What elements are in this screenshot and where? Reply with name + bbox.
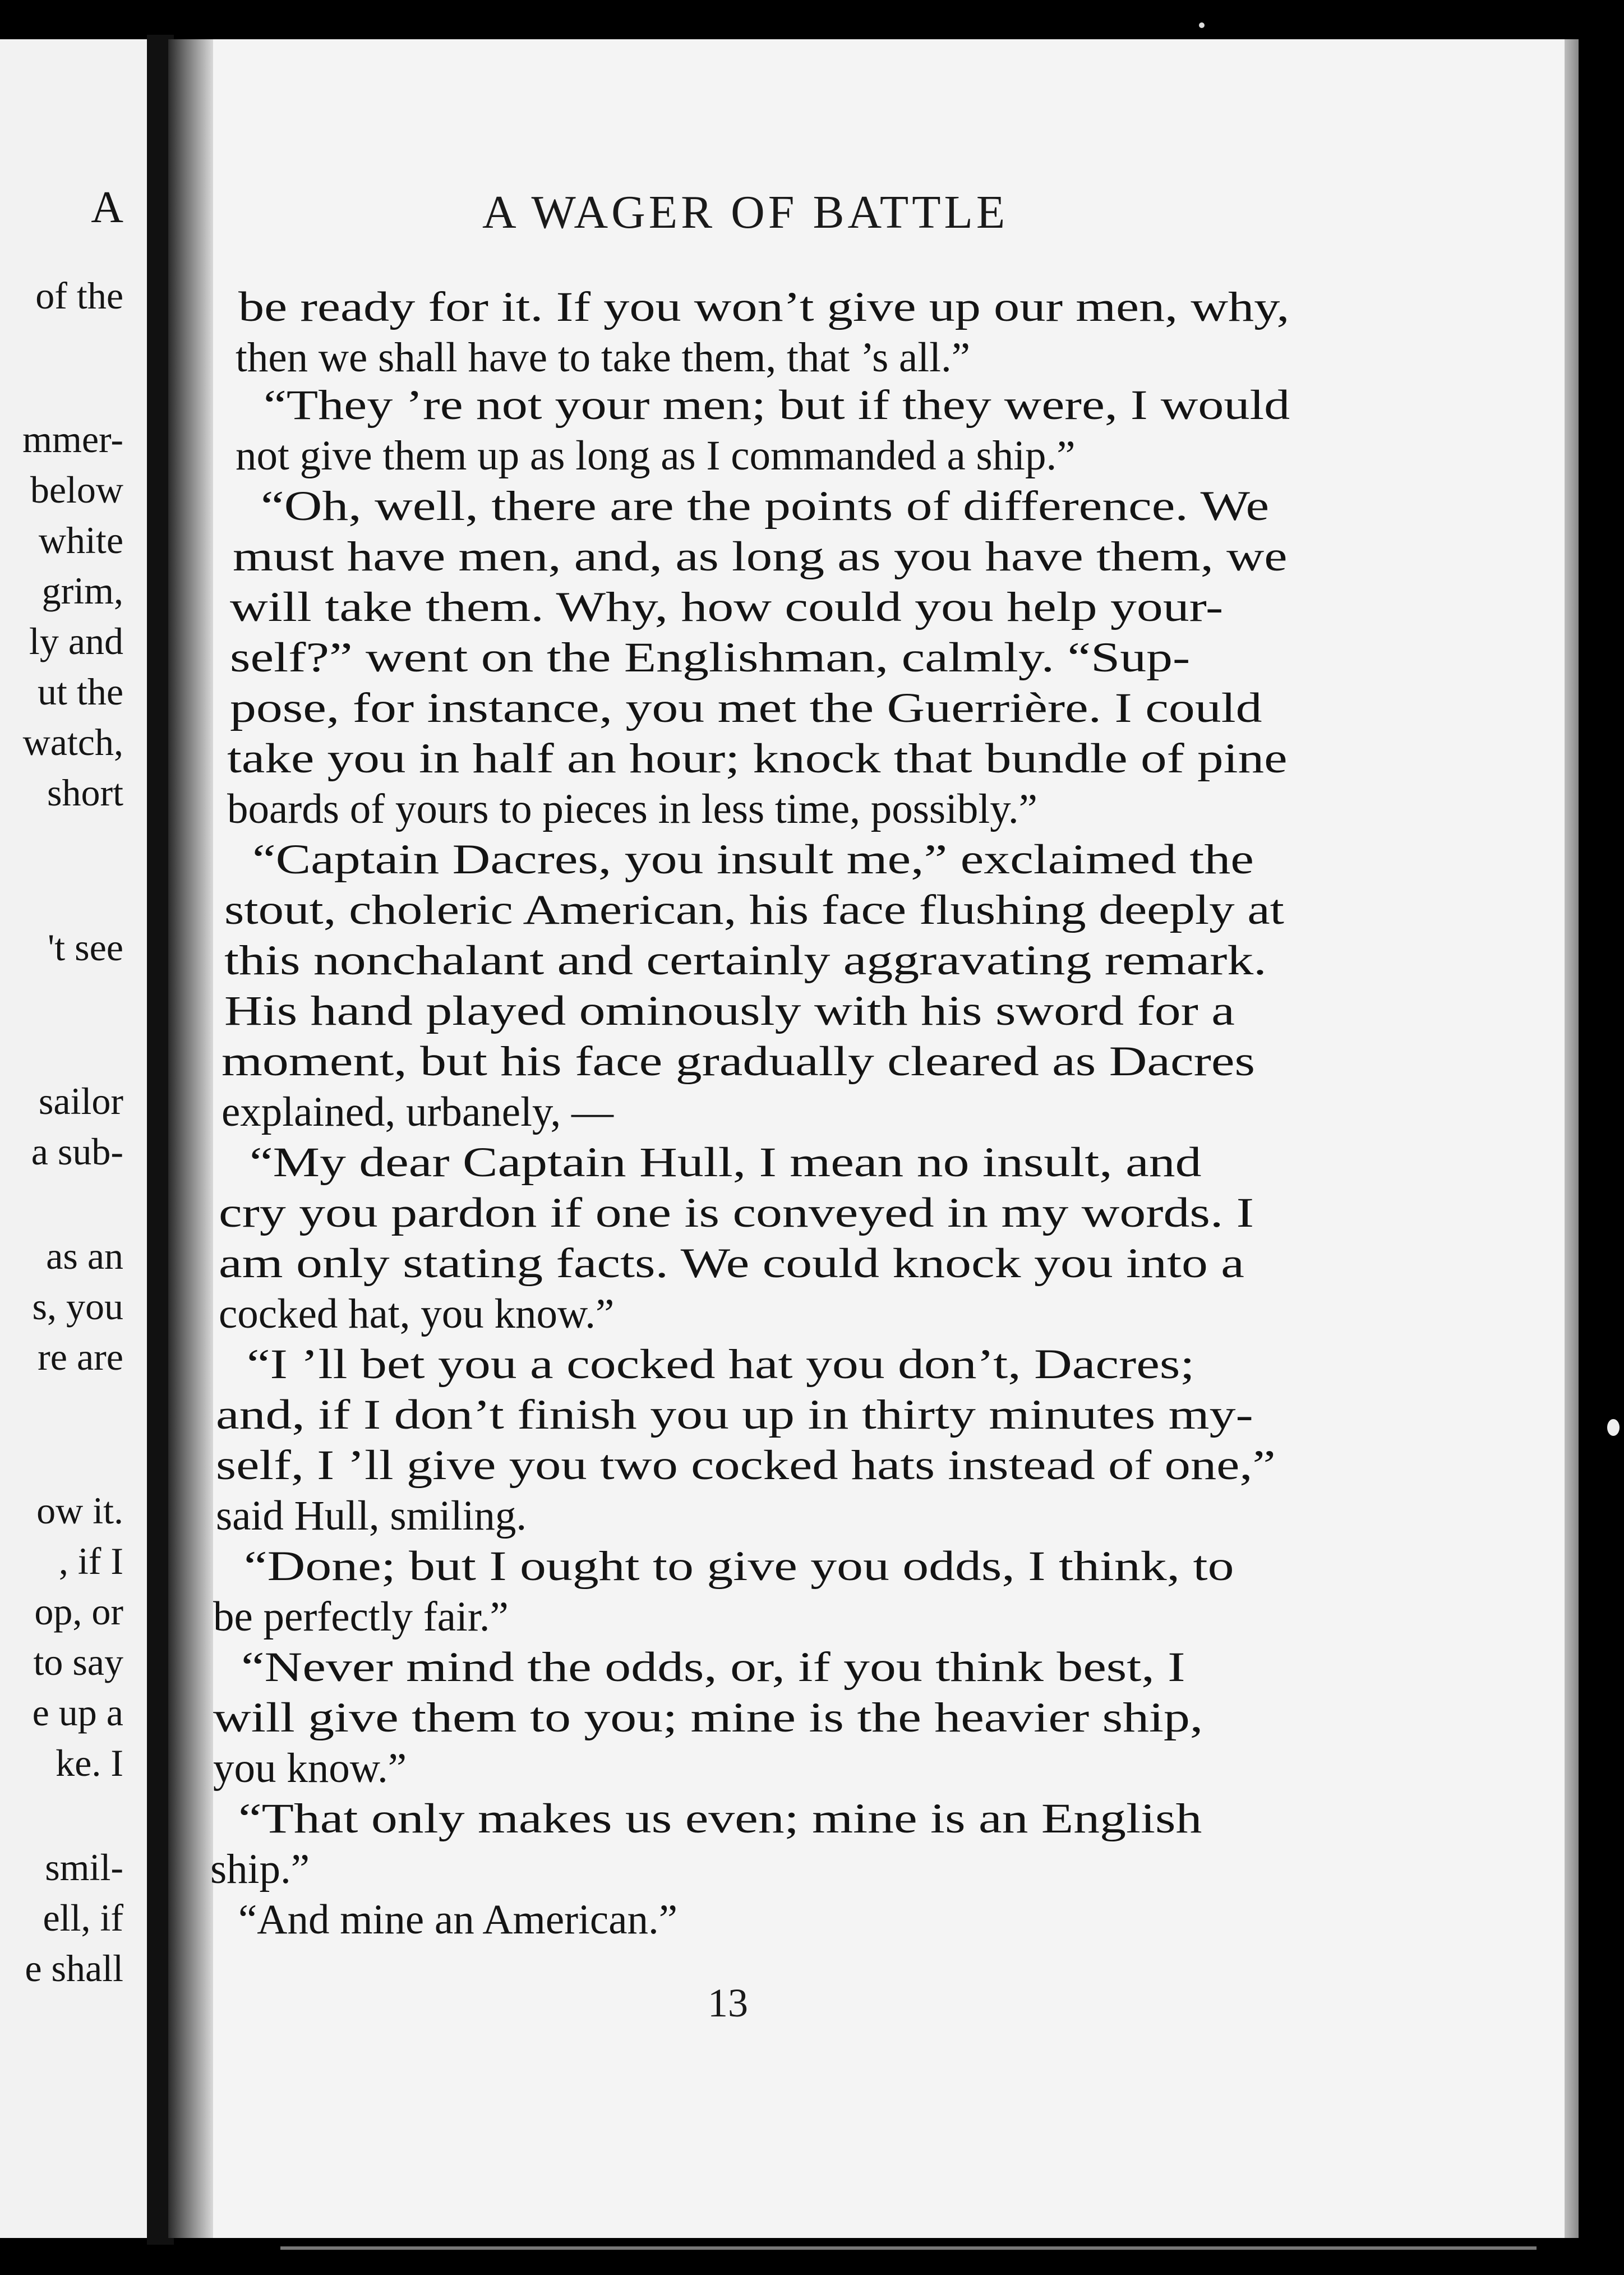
text-line: will give them to you; mine is the heavier ship,: [213, 1694, 1203, 1741]
text-line: said Hull, smiling.: [216, 1493, 527, 1539]
left-line: to say: [33, 1641, 123, 1683]
left-line: ell, if: [43, 1896, 123, 1939]
left-line: mmer-: [22, 418, 123, 460]
left-line: e up a: [32, 1691, 123, 1734]
text-line: moment, but his face gradually cleared as Dacres: [222, 1038, 1255, 1085]
left-line: short: [47, 771, 123, 814]
left-line: , if I: [58, 1540, 123, 1582]
scan-speck: [1607, 1419, 1620, 1436]
text-line: cocked hat, you know.”: [219, 1291, 615, 1337]
left-line: of the: [35, 274, 123, 317]
left-line: a sub-: [31, 1130, 123, 1173]
text-line: must have men, and, as long as you have them, we: [233, 533, 1288, 580]
scan-bottom-border: [185, 2238, 1581, 2275]
text-line: “Oh, well, there are the points of difference. We: [261, 483, 1270, 529]
left-line: op, or: [34, 1590, 123, 1633]
scan-speck: [1199, 22, 1205, 28]
text-line: you know.”: [213, 1745, 407, 1792]
text-line: ship.”: [210, 1846, 310, 1892]
left-line: ut the: [38, 670, 123, 713]
page-edge: [1565, 39, 1579, 2238]
text-line: “And mine an American.”: [238, 1896, 678, 1943]
left-line: ly and: [29, 620, 123, 662]
text-line: His hand played ominously with his sword for a: [224, 988, 1235, 1034]
left-line: ke. I: [56, 1742, 123, 1784]
left-line: smil-: [45, 1846, 123, 1889]
left-line: sailor: [38, 1080, 123, 1122]
text-line: am only stating facts. We could knock you into a: [219, 1240, 1244, 1287]
text-line: self?” went on the Englishman, calmly. “Sup-: [230, 634, 1191, 681]
scan-bottom-line: [280, 2246, 1537, 2250]
left-line: ow it.: [36, 1489, 123, 1532]
gutter-shadow: [168, 39, 213, 2238]
left-line: white: [38, 519, 123, 561]
text-line: “That only makes us even; mine is an English: [238, 1795, 1202, 1842]
left-line: 't see: [48, 926, 123, 969]
text-line: stout, choleric American, his face flushing deeply at: [224, 887, 1284, 933]
text-line: “Never mind the odds, or, if you think best, I: [241, 1644, 1185, 1691]
left-line: grim,: [41, 569, 123, 612]
left-facing-page: [0, 39, 147, 2238]
left-line: e shall: [25, 1947, 123, 1990]
left-line: re are: [38, 1335, 123, 1378]
left-line: below: [30, 468, 123, 511]
text-line: explained, urbanely, —: [222, 1089, 614, 1135]
text-line: “Captain Dacres, you insult me,” exclaimed the: [252, 836, 1254, 883]
text-line: cry you pardon if one is conveyed in my words. I: [219, 1190, 1254, 1236]
left-line: s, you: [32, 1285, 123, 1328]
text-line: not give them up as long as I commanded a ship.”: [236, 432, 1076, 479]
running-head: A WAGER OF BATTLE: [482, 186, 1009, 238]
page-number: 13: [708, 1981, 748, 2025]
text-line: pose, for instance, you met the Guerrière. I could: [230, 685, 1262, 731]
left-page-header-fragment: A: [91, 183, 123, 232]
text-line: be perfectly fair.”: [213, 1594, 509, 1640]
text-line: “I ’ll bet you a cocked hat you don’t, Dacres;: [247, 1341, 1195, 1388]
text-line: “My dear Captain Hull, I mean no insult, and: [250, 1139, 1202, 1186]
left-line: as an: [46, 1235, 123, 1277]
text-line: take you in half an hour; knock that bundle of pine: [227, 735, 1288, 782]
text-line: be ready for it. If you won’t give up our men, why,: [238, 284, 1290, 330]
text-line: this nonchalant and certainly aggravating remark.: [224, 937, 1267, 984]
text-line: then we shall have to take them, that ’s all.”: [236, 334, 971, 381]
text-line: and, if I don’t finish you up in thirty minutes my-: [216, 1392, 1253, 1438]
text-line: “They ’re not your men; but if they were, I would: [264, 382, 1290, 429]
text-line: “Done; but I ought to give you odds, I think, to: [244, 1543, 1234, 1590]
text-line: will take them. Why, how could you help your-: [230, 584, 1224, 630]
text-line: self, I ’ll give you two cocked hats instead of one,”: [216, 1442, 1276, 1489]
text-line: boards of yours to pieces in less time, possibly.”: [227, 786, 1037, 832]
left-line: watch,: [22, 721, 123, 763]
